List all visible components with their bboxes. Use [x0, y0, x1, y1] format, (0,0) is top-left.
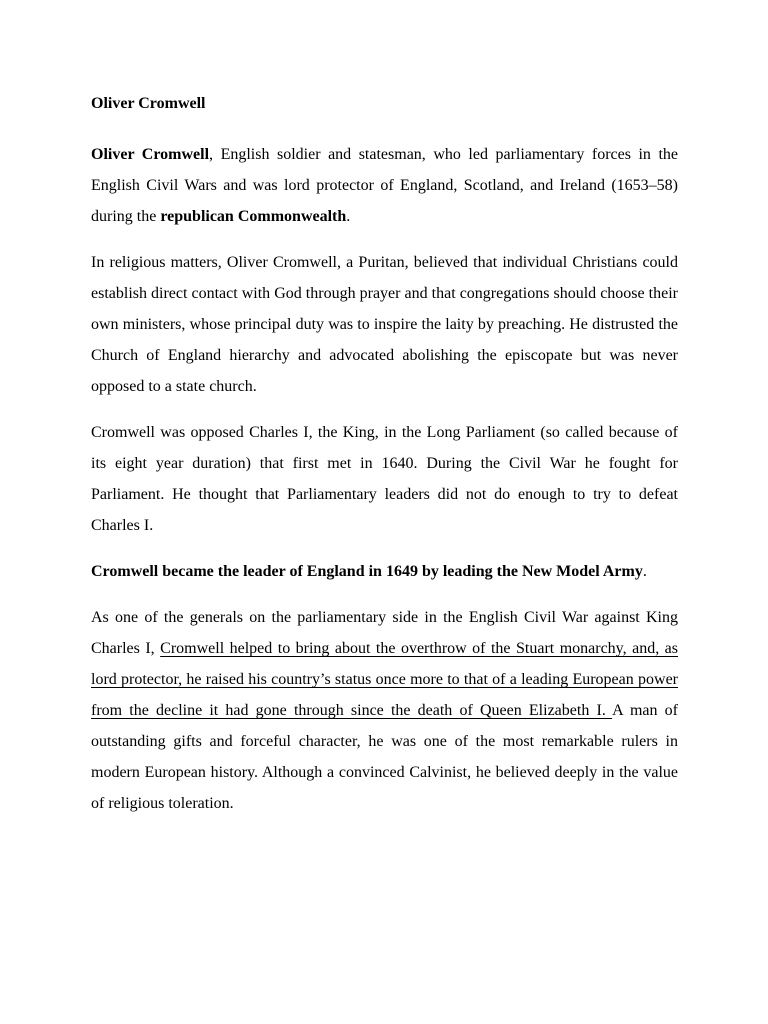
bold-term: republican Commonwealth	[160, 208, 347, 225]
paragraph-intro	[91, 139, 678, 232]
intro-text-b: .	[346, 208, 351, 225]
underlined-passage: Cromwell helped to bring about the overthrow of the Stuart monarchy, and, as lord protector, he raised his country’s status once more to that of a leading European power from the decline it had gone through since the death of Queen Elizabeth I.	[91, 640, 679, 719]
paragraph-leader	[91, 556, 678, 587]
paragraph-religion: In religious matters, Oliver Cromwell, a Puritan, believed that individual Christians could establish direct contact with God through prayer and that congregations should choose their own ministers, whose principal duty was to inspire the laity by preaching. He distrusted the Church of England hierarchy and advocated abolishing the episcopate but was never opposed to a state church.	[91, 254, 678, 395]
intro-text-a: , English soldier and statesman, who led parliamentary forces in the English Civil Wars and was lord protector of England, Scotland, and Ireland (1653–58) during the	[91, 146, 678, 225]
leader-end: .	[642, 563, 647, 580]
bold-name: Oliver Cromwell	[91, 146, 210, 163]
leader-bold-text: Cromwell became the leader of England in 1649 by leading the New Model Army	[91, 563, 643, 580]
generals-text-a: As one of the generals on the parliamentary side in the English Civil War against King Charles I,	[91, 609, 678, 657]
paragraph-parliament: Cromwell was opposed Charles I, the King, in the Long Parliament (so called because of its eight year duration) that first met in 1640. During the Civil War he fought for Parliament. He thought that Parliamentary leaders did not do enough to try to defeat Charles I.	[91, 424, 678, 534]
document-title: Oliver Cromwell	[91, 95, 206, 112]
paragraph-generals	[91, 602, 678, 819]
generals-text-b: A man of outstanding gifts and forceful character, he was one of the most remarkable rulers in modern European history. Although a convinced Calvinist, he believed deeply in the value of religious toleration.	[91, 702, 678, 812]
